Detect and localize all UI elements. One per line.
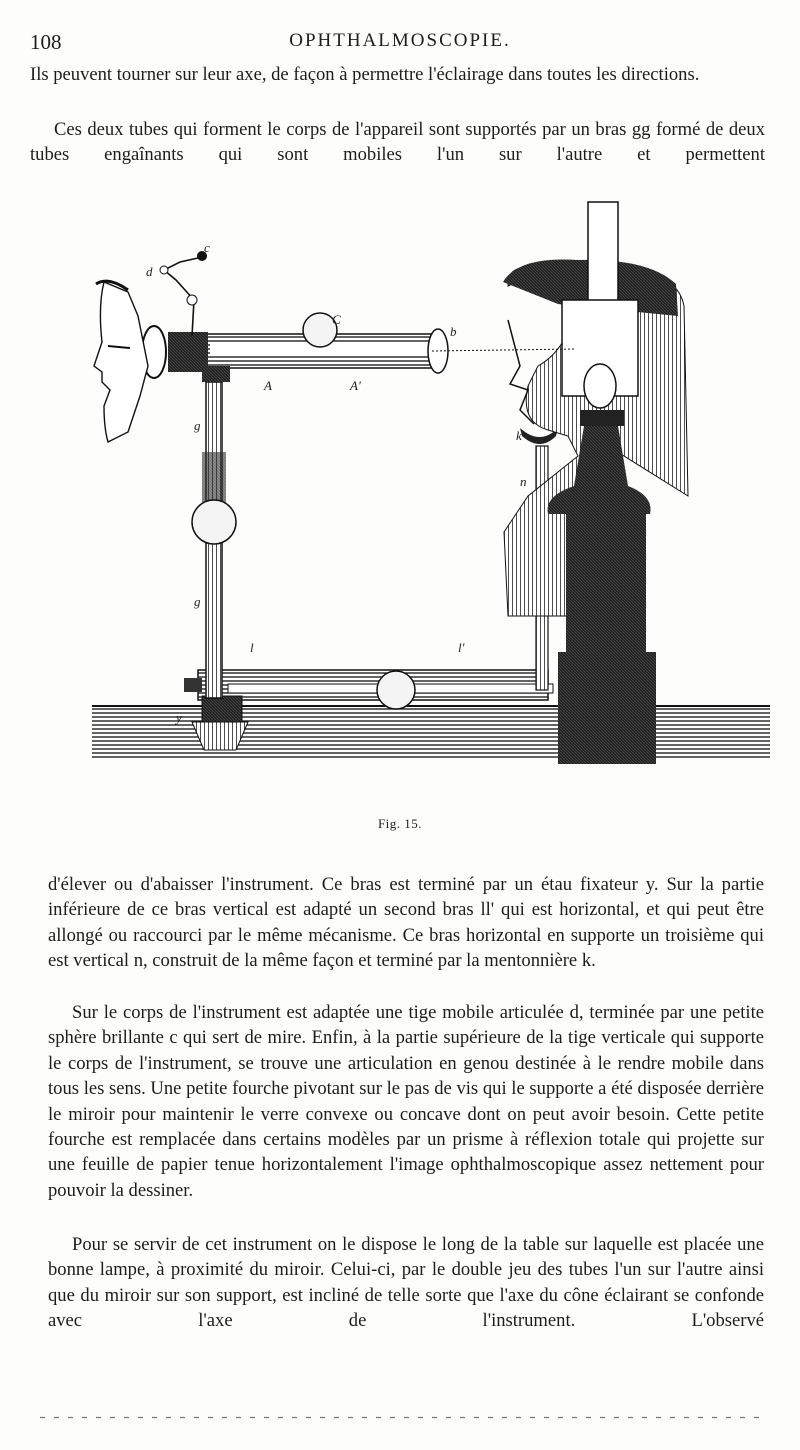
- label-a1: A: [264, 378, 272, 393]
- label-n: n: [520, 474, 527, 489]
- paragraph-top-2: Ces deux tubes qui forment le corps de l'appareil sont supportés par un bras gg formé de deux tubes engaînants qui sont mobiles l'un sur l'autre et permettent: [30, 119, 765, 166]
- observer-silhouette: [94, 281, 148, 442]
- paragraph-top-1: Ils peuvent tourner sur leur axe, de façon à permettre l'éclairage dans toutes les directions.: [30, 64, 700, 85]
- page-header: [30, 30, 770, 58]
- label-b-tube: b: [450, 324, 457, 339]
- paragraph-bottom-2: Sur le corps de l'instrument est adaptée une tige mobile articulée d, terminée par une petite sphère brillante c qui sert de mire. Enfin, à la partie supérieure de la tige verticale qui supporte le corps de l'instrument, se trouve une articulation en genou destinée à le rendre mobile dans tous les sens. Une petite fourche pivotant sur le pas de vis qui le supporte a été disposée derrière le miroir pour maintenir le verre convexe ou concave dont on peut avoir besoin. Cette petite fourche est remplacée dans certains modèles par un prisme à réflexion totale qui projette sur une feuille de papier tenue horizontalement l'image ophthalmoscopique assez nettement pour pouvoir la dessiner.: [48, 1002, 764, 1201]
- instrument-tubes: [142, 313, 576, 382]
- label-g-upper: g: [194, 418, 201, 433]
- label-k: k: [516, 428, 522, 443]
- label-l: l: [250, 640, 254, 655]
- label-a2: A': [350, 378, 361, 393]
- label-g-lower: g: [194, 594, 201, 609]
- mire-arm: [160, 251, 207, 336]
- label-c-sphere: c: [204, 240, 210, 255]
- label-y: y: [176, 710, 182, 725]
- label-c-tube: C: [332, 312, 341, 327]
- paragraph-bottom-3: Pour se servir de cet instrument on le dispose le long de la table sur laquelle est placée une bonne lampe, à proximité du miroir. Celui-ci, par le double jeu des tubes l'un sur l'autre ainsi que du miroir sur son support, est incliné de telle sorte que l'axe du cône éclairant se confonde avec l'axe de l'instrument. L'observé: [48, 1234, 764, 1332]
- footer-dotted-rule: [40, 1416, 760, 1419]
- ophthalmoscope-engraving: [88, 196, 770, 796]
- table-surface: [92, 706, 770, 758]
- paragraph-bottom-1: d'élever ou d'abaisser l'instrument. Ce bras est terminé par un étau fixateur y. Sur la partie inférieure de ce bras vertical est adapté un second bras ll' qui est horizontal, et qui peut être allongé ou raccourci par le même mécanisme. Ce bras horizontal en supporte un troisième qui est vertical n, construit de la même façon et terminé par la mentonnière k.: [48, 874, 764, 972]
- page-number: 108: [30, 30, 62, 54]
- figure-caption: Fig. 15.: [377, 816, 423, 831]
- clamp-y: [192, 696, 248, 750]
- running-title: OPHTHALMOSCOPIE.: [289, 30, 511, 51]
- label-d-arm: d: [146, 264, 153, 279]
- figure-ophthalmoscope: [88, 196, 770, 796]
- label-l-prime: l': [458, 640, 465, 655]
